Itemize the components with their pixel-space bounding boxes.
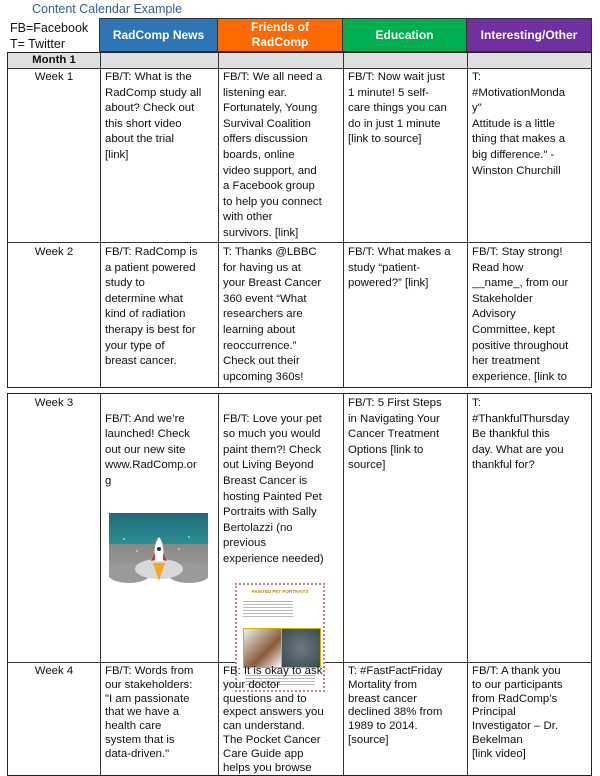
post-text: FB/T: Love your pet so much you would paint them?! Check out Living Beyond Breast Cancer is hosting Painted Pet Portraits with Sally Bertolazzi (no previous experience needed) — [223, 412, 324, 565]
post-cell: FB/T: Now wait just 1 minute! 5 self- care things you can do in just 1 minute [link to source] — [343, 68, 467, 242]
calendar-table-part-2 — [7, 393, 592, 776]
month-cell — [467, 53, 591, 68]
column-header-radcomp-news: RadComp News — [99, 18, 218, 52]
post-cell-with-image — [100, 394, 218, 662]
month-cell — [343, 53, 467, 68]
week-label: Week 4 — [34, 665, 74, 677]
month-cell — [218, 53, 343, 68]
document-title: Content Calendar Example — [32, 2, 183, 16]
week-label: Week 3 — [34, 397, 74, 409]
post-cell: T: #ThankfulThursday Be thankful this day. What are you thankful for? — [467, 394, 591, 662]
post-cell: T: #MotivationMonda y" Attitude is a little thing that makes a big difference." - Winston Churchill — [467, 68, 591, 242]
post-cell-with-image — [218, 394, 343, 662]
table-row-week-4 — [8, 663, 591, 775]
month-cell — [100, 53, 218, 68]
post-cell: FB/T: What is the RadComp study all about? Check out this short video about the trial [link] — [100, 68, 218, 242]
table-row-week-2 — [8, 243, 591, 387]
post-cell: FB: It is okay to ask your doctor questions and to expect answers you can understand. The Pocket Cancer Care Guide app helps you browse — [218, 663, 343, 775]
post-cell: FB/T: Stay strong! Read how __name_, from our Stakeholder Advisory Committee, kept positive throughout her treatment experience. [link to — [467, 243, 591, 387]
column-header-education: Education — [342, 18, 467, 52]
post-cell: FB/T: RadComp is a patient powered study to determine what kind of radiation therapy is best for your type of breast cancer. — [100, 243, 218, 387]
month-label: Month 1 — [8, 53, 100, 68]
post-cell: T: Thanks @LBBC for having us at your Breast Cancer 360 event “What researchers are learning about reoccurrence.” Check out their upcoming 360s! — [218, 243, 343, 387]
post-cell: FB/T: A thank you to our participants from RadComp’s Principal Investigator – Dr. Bekelman [link video] — [467, 663, 591, 775]
calendar-table-part-1 — [7, 52, 592, 388]
post-cell: FB/T: What makes a study “patient- powered?” [link] — [343, 243, 467, 387]
table-row-week-3 — [8, 394, 591, 663]
post-cell: FB/T: 5 First Steps in Navigating Your Cancer Treatment Options [link to source] — [343, 394, 467, 662]
flyer-text-lines — [243, 599, 293, 619]
column-header-interesting: Interesting/Other — [466, 18, 592, 52]
post-cell: T: #FastFactFriday Mortality from breast cancer declined 38% from 1989 to 2014. [source] — [343, 663, 467, 775]
month-row — [8, 53, 591, 69]
table-row-week-1 — [8, 68, 591, 243]
post-cell: FB/T: Words from our stakeholders: "I am passionate that we have a health care system that is data-driven." — [100, 663, 218, 775]
week-label: Week 1 — [34, 71, 74, 83]
rocket-launch-image — [109, 513, 208, 569]
post-text: FB/T: And we’re launched! Check out our new site www.RadComp.or g — [105, 412, 197, 487]
column-header-friends: Friends of RadComp — [217, 18, 343, 52]
legend-text: FB=Facebook T= Twitter — [10, 21, 89, 51]
flyer-title: PAINTED PET PORTRAITS — [251, 589, 309, 595]
week-label: Week 2 — [34, 246, 74, 258]
post-cell: FB/T: We all need a listening ear. Fortunately, Young Survival Coalition offers discussion boards, online video support, and a Facebook group to help you connect with other survivors. [link] — [218, 68, 343, 242]
